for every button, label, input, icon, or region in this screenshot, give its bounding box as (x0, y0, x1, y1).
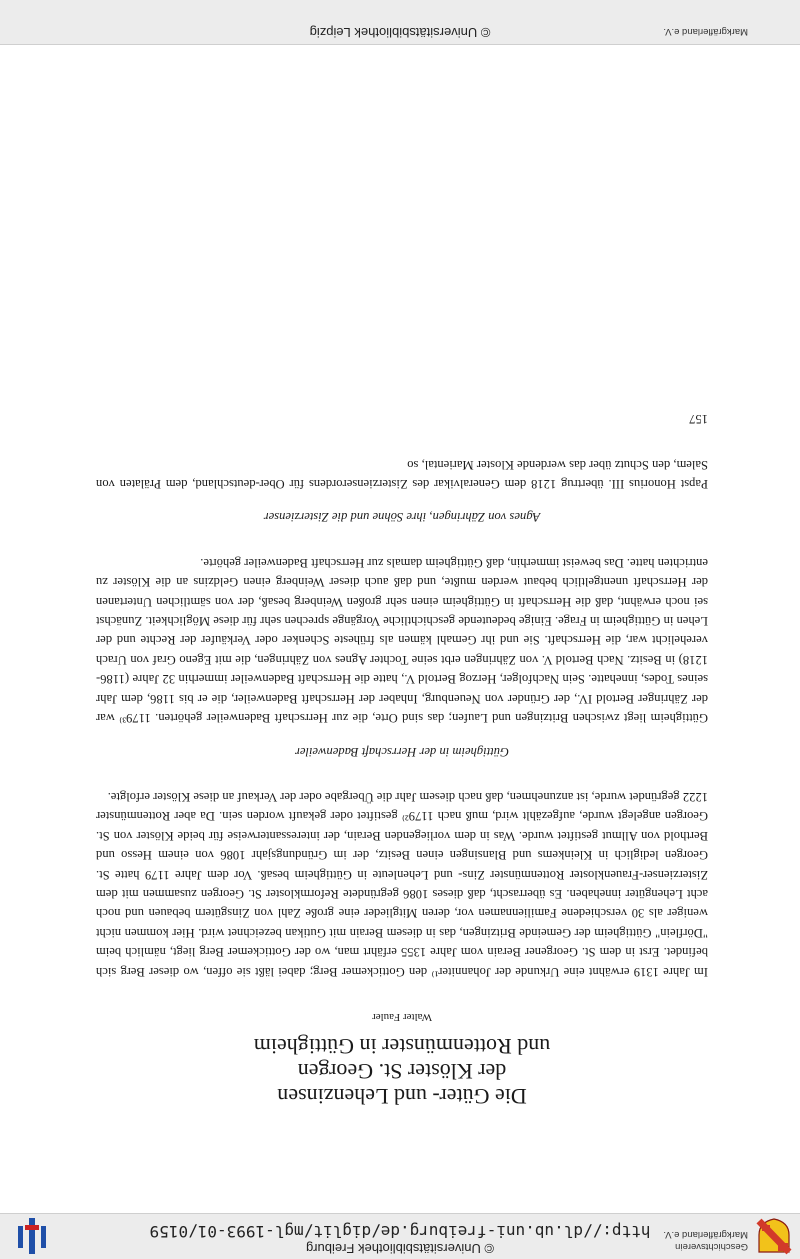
title-line-2: der Klöster St. Georgen (297, 1059, 507, 1084)
paragraph-2: Güttigheim liegt zwischen Britzingen und Laufen; das sind Orte, die zur Herrschaft Badenweiler gehörten. 1179³⁾ war der Zähringer Bertold IV., der Gründer von Neuenburg, Inhaber der Herrschaft Badenweiler, die er bis 1186, dem Jahr seines Todes, innehatte. Sein Nachfolger, Herzog Bertold V., hatte die Herrschaft Badenweiler immerhin 32 Jahre (1186-1218) in Besitz. Nach Bertold V. von Zähringen erbt seine Tochter Agnes von Zähringen, die mit Egeno Graf von Urach verehelicht war, die Herrschaft. Sie und ihr Gemahl kämen als früheste Schenker oder Verkäufer der Rechte und der Lehen in Güttigheim in Frage. Einige bedeutende geschichtliche Vorgänge sprechen sehr für diese Möglichkeit. Zunächst sei noch erwähnt, daß die Herrschaft in Güttigheim einen sehr großen Weinberg besaß, der von sämtlichen Untertanen der Herrschaft unentgeltlich bebaut werden mußte, und daß auch dieser Weinberg einen Geldzins an die Klöster zu entrichten hatte. Das beweist immerhin, daß Güttigheim damals zur Herrschaft Badenweiler gehörte. (96, 555, 708, 726)
top-banner (0, 1213, 800, 1259)
bottom-banner (0, 0, 800, 45)
society-line-1: Geschichtsverein (675, 1241, 748, 1252)
society-line-2: Markgräflerland e.V. (663, 1229, 748, 1240)
footer-copyright-notice: © Universitätsbibliothek Leipzig (309, 25, 491, 40)
library-logo-icon (14, 1216, 50, 1256)
page-number: 157 (689, 412, 708, 427)
source-url-link[interactable]: http://dl.ub.uni-freiburg.de/diglit/mgl-1993-01/0159 (149, 1222, 651, 1241)
title-line-3: und Rottenmünster in Güttigheim (253, 1034, 551, 1059)
copyright-notice: © Universitätsbibliothek Freiburg (305, 1241, 495, 1256)
section-heading-2: Agnes von Zähringen, ihre Söhne und die Zisterzienser (263, 510, 541, 525)
document-page (96, 409, 708, 1109)
section-heading-1: Güttigheim in der Herrschaft Badenweiler (294, 744, 510, 759)
article-title (96, 1034, 708, 1109)
paragraph-1: Im Jahre 1319 erwähnt eine Urkunde der Johanniter¹⁾ den Gottickemer Berg; dabei läßt sie offen, wo dieser Berg sich befindet. Erst in dem St. Georgener Berain vom Jahre 1355 erfährt man, wo der Gottickemer Berg liegt, nämlich beim "Dörflein" Güttigheim der Gemeinde Britzingen, das in diesem Berain mit Gutikan bezeichnet wird. Hier kommen nicht weniger als 30 verschiedene Familiennamen vor, deren Mitglieder eine große Zahl von Zinsgütern bebauen und noch acht Lehengüter innehaben. Es überrascht, daß dieses 1086 gegründete Reformkloster St. Georgen zusammen mit dem Zisterzienser-Frauenkloster Rottenmünster Zins- und Lehenleute in Güttigheim besaß. Vor dem Jahre 1179 hatte St. Georgen lediglich in Kleinkems und Blansingen einen Besitz, der im Gründungsjahr 1086 von einem Hesso und Berthold von Allmut gestiftet wurde. Was in dem vorliegenden Berain, der interessanterweise für beide Klöster von St. Georgen angelegt wurde, aufgezählt wird, muß nach 1179²⁾ gestiftet oder gekauft worden sein. Da aber Rottenmünster 1222 gegründet wurde, ist anzunehmen, daß nach diesem Jahr die Übergabe oder der Verkauf an diese Klöster erfolgte. (96, 789, 708, 979)
article-author: Walter Fauler (372, 1011, 432, 1023)
footer-society-name: Markgräflerland e.V. (663, 26, 748, 37)
paragraph-3: Papst Honorius III. übertrug 1218 dem Generalvikar des Zisterzienserordens für Ober-deutschland, dem Prälaten von Salem, den Schutz über das werdende Kloster Mariental, so (96, 457, 708, 492)
title-line-1: Die Güter- und Lehenzinsen (277, 1084, 527, 1109)
